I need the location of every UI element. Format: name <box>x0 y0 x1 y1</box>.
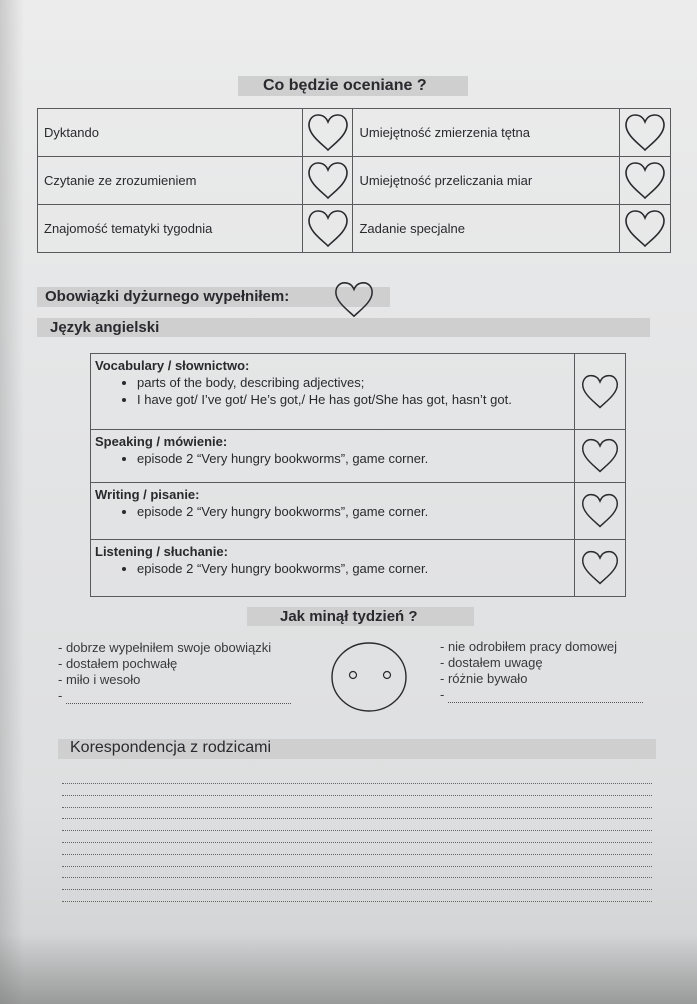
section-list <box>95 560 574 577</box>
blank-line[interactable] <box>448 691 643 703</box>
assessment-label: Dyktando <box>38 109 303 157</box>
neutral-face-icon[interactable] <box>330 641 408 713</box>
writing-line[interactable] <box>62 795 652 796</box>
heart-icon[interactable] <box>333 280 375 320</box>
page-title: Co będzie oceniane ? <box>263 77 427 94</box>
writing-line[interactable] <box>62 830 652 831</box>
heart-icon[interactable] <box>306 113 350 153</box>
page-shadow-bottom <box>0 934 697 1004</box>
english-section <box>91 354 575 430</box>
heart-icon[interactable] <box>623 161 667 201</box>
section-title: Writing / pisanie: <box>95 487 200 502</box>
heart-cell[interactable] <box>619 157 670 205</box>
list-item: • episode 2 “Very hungry bookworms”, game corner. <box>137 450 574 467</box>
list-item: • parts of the body, describing adjectives; <box>137 374 574 391</box>
heart-cell[interactable] <box>619 109 670 157</box>
list-item: • episode 2 “Very hungry bookworms”, game corner. <box>137 503 574 520</box>
heart-cell[interactable] <box>575 540 626 597</box>
heart-icon[interactable] <box>306 161 350 201</box>
writing-line[interactable] <box>62 889 652 890</box>
heart-cell[interactable] <box>302 109 353 157</box>
table-row <box>38 157 671 205</box>
english-heading: Język angielski <box>50 319 160 336</box>
list-item: • I have got/ I’ve got/ He’s got,/ He has got/She has got, hasn’t got. <box>137 391 574 408</box>
assessment-label: Umiejętność zmierzenia tętna <box>353 109 620 157</box>
heart-cell[interactable] <box>619 205 670 253</box>
list-item: - nie odrobiłem pracy domowej <box>440 639 618 654</box>
list-item: - dobrze wypełniłem swoje obowiązki <box>58 640 272 655</box>
good-list <box>58 640 291 704</box>
table-row <box>91 483 626 540</box>
writing-line[interactable] <box>62 866 652 867</box>
heart-icon[interactable] <box>306 209 350 249</box>
writing-line[interactable] <box>62 854 652 855</box>
heart-cell[interactable] <box>575 354 626 430</box>
heart-icon[interactable] <box>623 113 667 153</box>
assessment-label: Znajomość tematyki tygodnia <box>38 205 303 253</box>
blank-item[interactable] <box>440 687 643 703</box>
section-list <box>95 450 574 467</box>
writing-line[interactable] <box>62 818 652 819</box>
section-title: Speaking / mówienie: <box>95 434 228 449</box>
section-title: Listening / słuchanie: <box>95 544 228 559</box>
page-shadow-left <box>0 0 24 1004</box>
correspondence-heading: Korespondencja z rodzicami <box>70 739 271 756</box>
title-band <box>238 76 468 96</box>
blank-prefix: - <box>440 687 445 702</box>
heart-cell[interactable] <box>575 483 626 540</box>
duty-label: Obowiązki dyżurnego wypełniłem: <box>45 288 290 305</box>
english-section <box>91 430 575 483</box>
heart-cell[interactable] <box>302 157 353 205</box>
heart-cell[interactable] <box>302 205 353 253</box>
week-band <box>247 607 474 626</box>
heart-icon[interactable] <box>580 492 620 530</box>
table-row <box>38 205 671 253</box>
blank-prefix: - <box>58 688 63 703</box>
list-item: • episode 2 “Very hungry bookworms”, game corner. <box>137 560 574 577</box>
english-table <box>90 353 626 597</box>
list-item: - dostałem uwagę <box>440 655 543 670</box>
writing-line[interactable] <box>62 842 652 843</box>
heart-cell[interactable] <box>575 430 626 483</box>
english-band <box>37 318 650 337</box>
heart-icon[interactable] <box>580 437 620 475</box>
week-heading: Jak minął tydzień ? <box>280 608 418 625</box>
writing-line[interactable] <box>62 901 652 902</box>
list-item: - miło i wesoło <box>58 672 141 687</box>
english-section <box>91 483 575 540</box>
writing-line[interactable] <box>62 877 652 878</box>
section-list <box>95 374 574 408</box>
assessment-label: Czytanie ze zrozumieniem <box>38 157 303 205</box>
assessment-label: Zadanie specjalne <box>353 205 620 253</box>
section-list <box>95 503 574 520</box>
section-title: Vocabulary / słownictwo: <box>95 358 250 373</box>
bad-list <box>440 639 643 703</box>
blank-item[interactable] <box>58 688 291 704</box>
blank-line[interactable] <box>66 692 291 704</box>
heart-icon[interactable] <box>580 549 620 587</box>
table-row <box>91 430 626 483</box>
table-row <box>91 354 626 430</box>
assessment-label: Umiejętność przeliczania miar <box>353 157 620 205</box>
table-row <box>38 109 671 157</box>
list-item: - dostałem pochwałę <box>58 656 178 671</box>
table-row <box>91 540 626 597</box>
heart-icon[interactable] <box>623 209 667 249</box>
writing-line[interactable] <box>62 783 652 784</box>
assessment-table <box>37 108 671 253</box>
english-section <box>91 540 575 597</box>
correspondence-band <box>58 739 656 759</box>
list-item: - różnie bywało <box>440 671 528 686</box>
writing-line[interactable] <box>62 807 652 808</box>
heart-icon[interactable] <box>580 373 620 411</box>
